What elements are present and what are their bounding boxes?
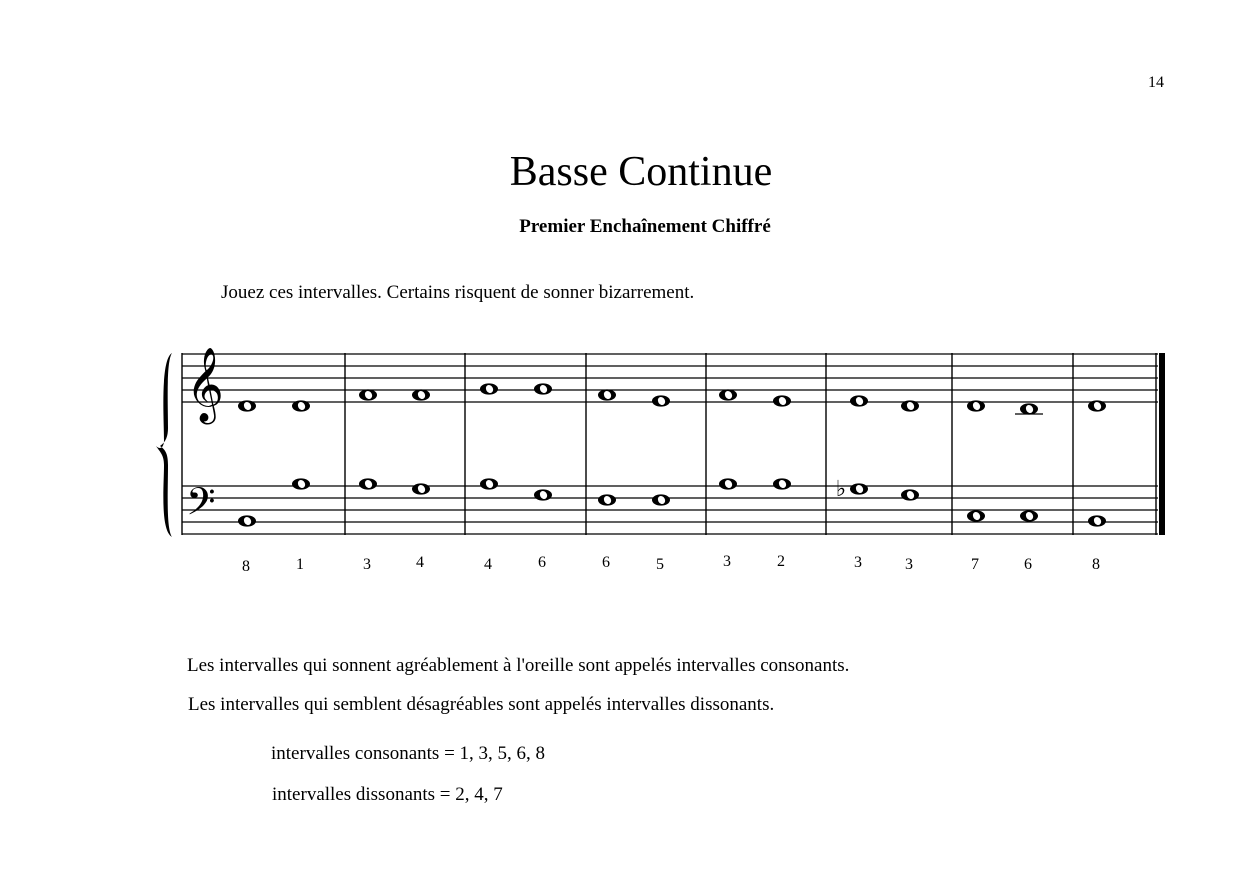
treble-note	[1020, 403, 1038, 414]
bass-note	[1088, 515, 1106, 526]
dissonance-paragraph: Les intervalles qui semblent désagréables sont appelés intervalles dissonants.	[188, 694, 775, 715]
treble-note	[480, 383, 498, 394]
figure-label: 3	[363, 556, 371, 573]
bass-note	[773, 478, 791, 489]
final-barline-thick	[1159, 353, 1165, 535]
figure-label: 4	[484, 556, 492, 573]
treble-note	[967, 400, 985, 411]
grand-staff-brace	[156, 353, 172, 537]
figure-label: 2	[777, 553, 785, 570]
treble-note	[901, 400, 919, 411]
bass-clef-icon: 𝄢	[186, 479, 216, 533]
figure-label: 4	[416, 554, 424, 571]
treble-note	[598, 389, 616, 400]
bass-note	[901, 489, 919, 500]
bass-note	[412, 483, 430, 494]
bass-note	[967, 510, 985, 521]
page-number: 14	[1148, 74, 1164, 91]
bass-note	[480, 478, 498, 489]
figure-label: 5	[656, 556, 664, 573]
figure-label: 6	[1024, 556, 1032, 573]
staff-lines	[182, 354, 1158, 534]
bass-note	[850, 483, 868, 494]
notes	[238, 383, 1106, 526]
instruction-text: Jouez ces intervalles. Certains risquent de sonner bizarrement.	[221, 282, 695, 303]
treble-note	[850, 395, 868, 406]
bass-note	[719, 478, 737, 489]
figure-label: 1	[296, 556, 304, 573]
consonance-paragraph: Les intervalles qui sonnent agréablement à l'oreille sont appelés intervalles consonants.	[187, 655, 850, 676]
figure-label: 8	[1092, 556, 1100, 573]
flat-icon: ♭	[835, 477, 847, 502]
treble-note	[238, 400, 256, 411]
bass-note	[1020, 510, 1038, 521]
figure-label: 3	[723, 553, 731, 570]
bass-note	[238, 515, 256, 526]
figure-label: 7	[971, 556, 979, 573]
page-subtitle: Premier Enchaînement Chiffré	[519, 216, 771, 237]
bass-note	[359, 478, 377, 489]
figured-bass	[242, 553, 1100, 575]
bass-note	[534, 489, 552, 500]
treble-note	[412, 389, 430, 400]
treble-note	[359, 389, 377, 400]
treble-note	[652, 395, 670, 406]
treble-note	[534, 383, 552, 394]
treble-note	[292, 400, 310, 411]
treble-note	[719, 389, 737, 400]
treble-clef-icon: 𝄞	[186, 348, 224, 422]
bass-note	[598, 494, 616, 505]
consonant-definition: intervalles consonants = 1, 3, 5, 6, 8	[271, 743, 546, 764]
figure-label: 6	[602, 554, 610, 571]
figure-label: 3	[854, 554, 862, 571]
barlines	[182, 353, 1165, 535]
figure-label: 6	[538, 554, 546, 571]
bass-note	[652, 494, 670, 505]
bass-note	[292, 478, 310, 489]
figure-label: 8	[242, 558, 250, 575]
treble-note	[773, 395, 791, 406]
figure-label: 3	[905, 556, 913, 573]
page-title: Basse Continue	[509, 149, 773, 195]
dissonant-definition: intervalles dissonants = 2, 4, 7	[272, 784, 503, 805]
treble-note	[1088, 400, 1106, 411]
